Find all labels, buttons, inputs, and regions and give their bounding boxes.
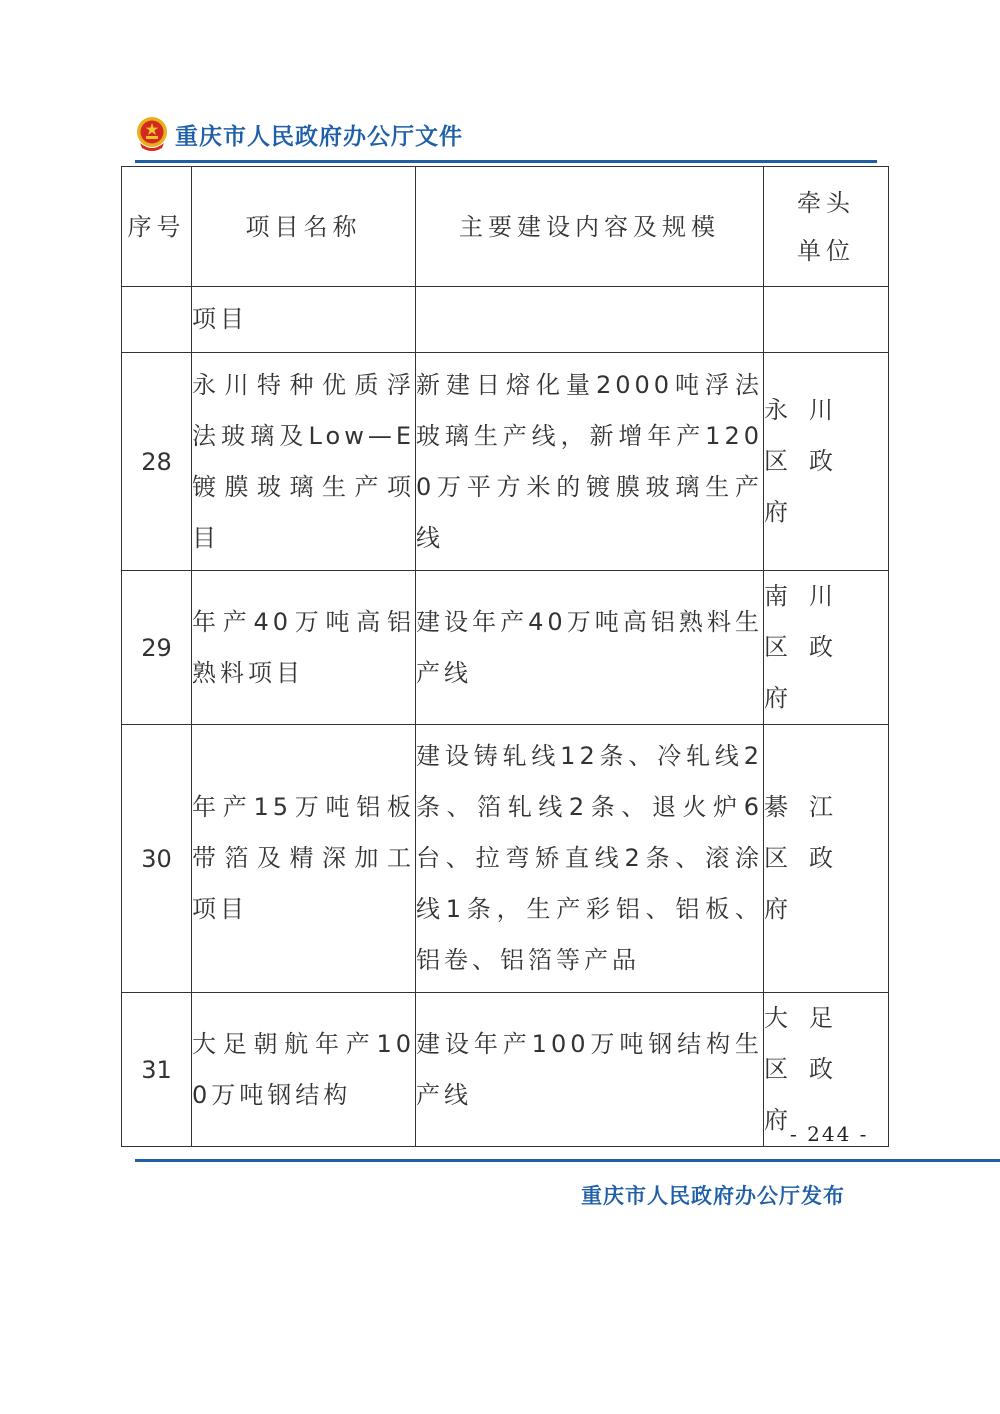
column-header-project-name: 项目名称	[192, 167, 416, 287]
table-row	[122, 287, 889, 353]
column-header-lead-unit: 牵头单位	[764, 167, 889, 287]
row-number-cell: 30	[122, 725, 192, 993]
content-cell: 建设年产40万吨高铝熟料生产线	[416, 571, 764, 725]
project-name-cell: 项目	[192, 287, 416, 353]
row-number-cell	[122, 287, 192, 353]
publisher-footer: 重庆市人民政府办公厅发布	[581, 1183, 845, 1208]
lead-unit-cell: 永川区政府	[764, 353, 889, 571]
row-number-cell: 28	[122, 353, 192, 571]
table-row	[122, 993, 889, 1147]
document-header	[135, 112, 463, 156]
content-cell: 建设年产100万吨钢结构生产线	[416, 993, 764, 1147]
lead-unit-cell	[764, 287, 889, 353]
table-header-row	[122, 167, 889, 287]
column-header-content: 主要建设内容及规模	[416, 167, 764, 287]
project-name-cell: 年产15万吨铝板带箔及精深加工项目	[192, 725, 416, 993]
column-header-number: 序号	[122, 167, 192, 287]
project-table	[121, 166, 889, 1147]
project-name-cell: 大足朝航年产100万吨钢结构	[192, 993, 416, 1147]
header-divider	[135, 160, 877, 163]
lead-unit-cell: 南川区政府	[764, 571, 889, 725]
project-name-cell: 年产40万吨高铝熟料项目	[192, 571, 416, 725]
table-row	[122, 725, 889, 993]
national-emblem-icon	[135, 115, 169, 153]
content-cell	[416, 287, 764, 353]
table-row	[122, 353, 889, 571]
project-name-cell: 永川特种优质浮法玻璃及Low—E镀膜玻璃生产项目	[192, 353, 416, 571]
content-cell: 建设铸轧线12条、冷轧线2条、箔轧线2条、退火炉6台、拉弯矫直线2条、滚涂线1条，生产彩铝、铝板、铝卷、铝箔等产品	[416, 725, 764, 993]
row-number-cell: 31	[122, 993, 192, 1147]
row-number-cell: 29	[122, 571, 192, 725]
content-cell: 新建日熔化量2000吨浮法玻璃生产线，新增年产1200万平方米的镀膜玻璃生产线	[416, 353, 764, 571]
lead-unit-cell: 綦江区政府	[764, 725, 889, 993]
footer-divider	[135, 1159, 1000, 1162]
lead-unit-cell: 大足区政府	[764, 993, 889, 1147]
page-number: - 244 -	[790, 1122, 869, 1146]
table-row	[122, 571, 889, 725]
header-title: 重庆市人民政府办公厅文件	[175, 122, 463, 150]
